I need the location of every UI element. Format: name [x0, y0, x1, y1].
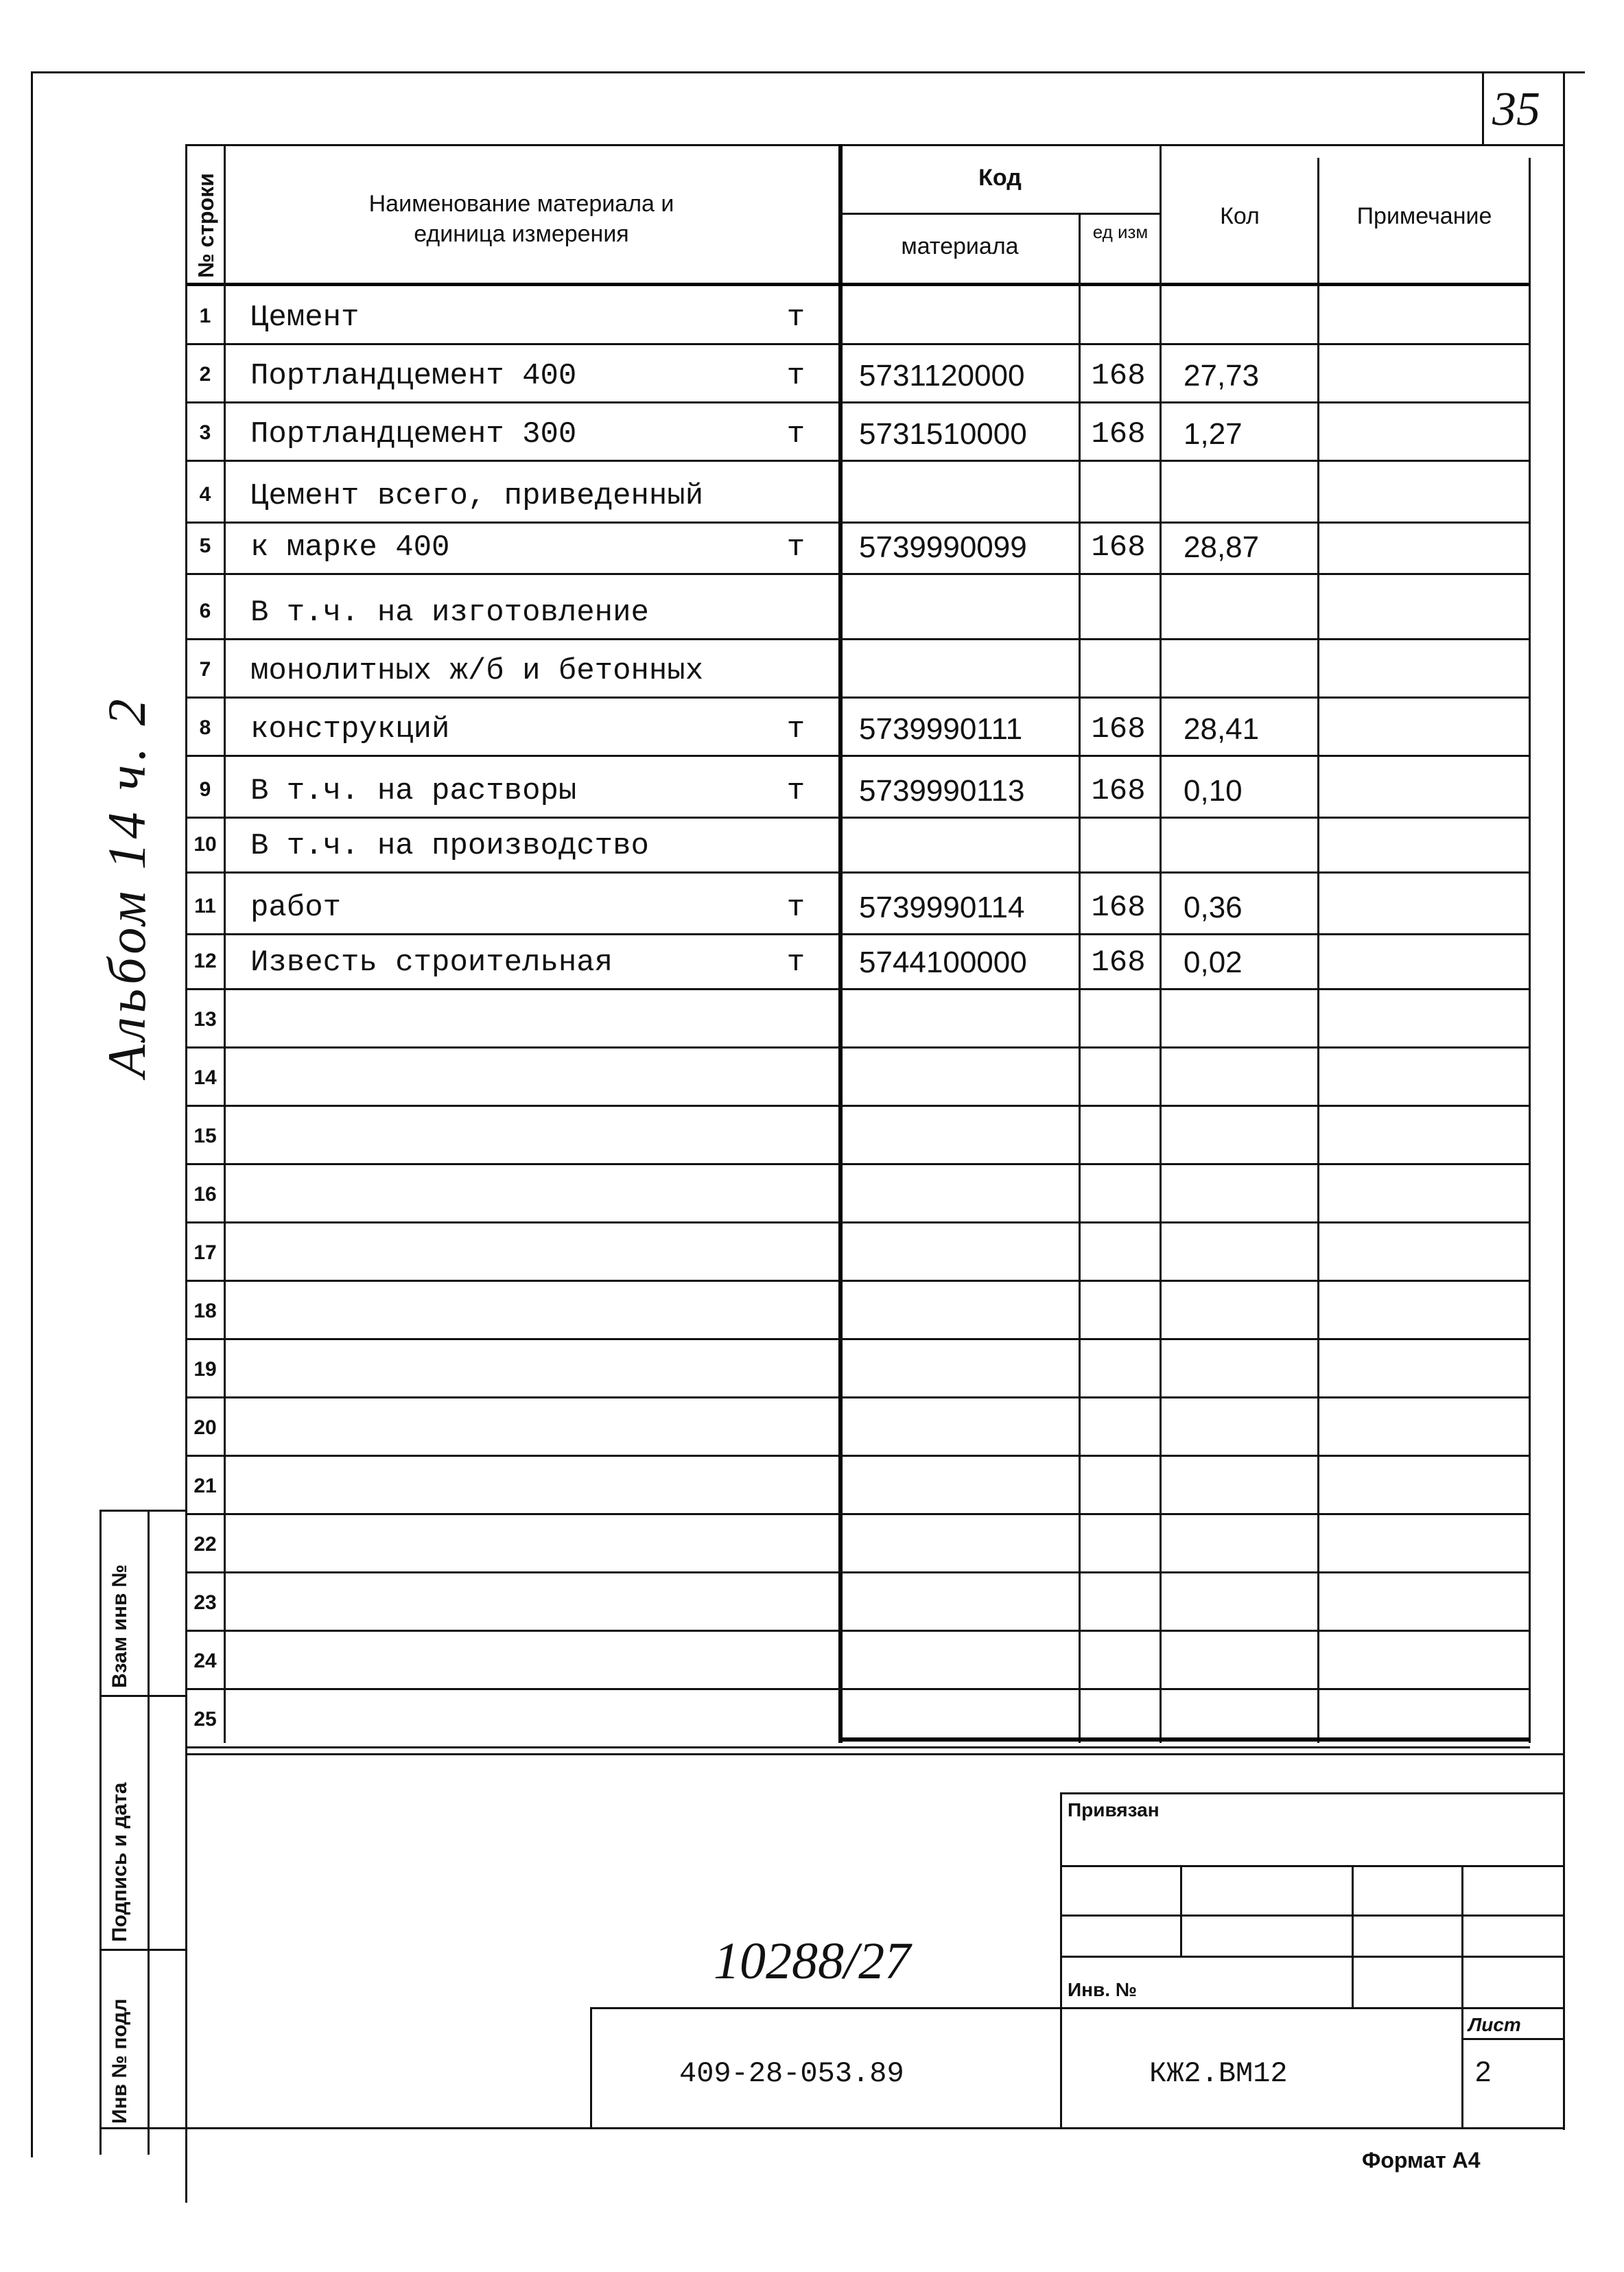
material-name: В т.ч. на растворы [250, 774, 577, 808]
material-name: Портландцемент 400 [250, 359, 577, 393]
row-divider [185, 1455, 1530, 1457]
stamp-row-2 [1060, 1914, 1564, 1917]
stamp-top [1060, 1792, 1564, 1794]
unit-code: 168 [1091, 774, 1146, 808]
stamp-v-1 [1180, 1865, 1182, 1958]
row-divider [185, 1105, 1530, 1107]
row-divider [185, 522, 1530, 524]
row-number: 24 [193, 1650, 217, 1672]
col-rownum-divider [224, 144, 226, 1743]
stamp-list-label: Лист [1468, 2014, 1521, 2035]
stamp-inv-no: Инв. № [1068, 1979, 1138, 2000]
row-number: 21 [193, 1475, 217, 1497]
row-divider [185, 1163, 1530, 1165]
material-name: монолитных ж/б и бетонных [250, 654, 704, 688]
row-number: 8 [199, 716, 211, 739]
row-number: 20 [193, 1416, 217, 1439]
unit-code: 168 [1091, 712, 1146, 747]
frame-right [1563, 71, 1565, 2130]
table-bottom [185, 1753, 1564, 1755]
row-divider [185, 817, 1530, 819]
material-code: 5739990111 [859, 712, 1023, 746]
row-number: 15 [193, 1125, 217, 1147]
row-divider [185, 1630, 1530, 1632]
row-divider [185, 1046, 1530, 1049]
row-divider [185, 871, 1530, 874]
unit-label: т [786, 359, 805, 393]
row-number: 11 [194, 895, 216, 917]
row-number: 18 [193, 1300, 217, 1322]
col-qty-left [1160, 144, 1162, 1743]
row-divider [185, 343, 1530, 345]
table-left [185, 144, 187, 2203]
quantity: 27,73 [1184, 359, 1260, 393]
row-number: 9 [199, 778, 211, 801]
margin-podpis-data: Подпись и дата [108, 1782, 131, 1942]
code-block-bottom [838, 1737, 1530, 1742]
header-code: Код [978, 165, 1022, 191]
quantity: 0,36 [1184, 891, 1243, 924]
margin-bottom [99, 2127, 1564, 2129]
row-divider [185, 638, 1530, 640]
sheet-number-box-left [1482, 71, 1484, 145]
margin-col-left [99, 1510, 102, 2155]
header-note: Примечание [1356, 203, 1492, 229]
row-number: 19 [193, 1358, 217, 1381]
row-number: 25 [193, 1708, 217, 1731]
row-divider [185, 1746, 1530, 1748]
quantity: 0,10 [1184, 774, 1243, 808]
quantity: 28,87 [1184, 530, 1260, 564]
header-qty: Кол [1220, 203, 1260, 229]
material-code: 5731510000 [859, 417, 1027, 451]
row-number: 17 [193, 1241, 217, 1264]
stamp-main-top [590, 2007, 1564, 2009]
header-name-line1: Наименование материала и [368, 191, 674, 217]
unit-label: т [786, 301, 805, 335]
row-divider [185, 460, 1530, 462]
row-divider [185, 988, 1530, 990]
unit-code: 168 [1091, 417, 1146, 452]
album-side-note: Альбом 14 ч. 2 [97, 694, 156, 1077]
col-code-left [838, 144, 843, 1743]
material-code: 5744100000 [859, 946, 1027, 979]
stamp-privyazan: Привязан [1068, 1799, 1160, 1820]
row-number: 3 [199, 421, 211, 444]
margin-inv-podl: Инв № подл [108, 1998, 131, 2124]
header-code-unit: ед изм [1092, 222, 1149, 242]
row-number: 6 [199, 600, 211, 622]
frame-left [31, 71, 33, 2157]
row-number: 10 [193, 833, 217, 856]
row-number: 7 [199, 658, 211, 681]
material-name: работ [250, 891, 342, 925]
unit-code: 168 [1091, 891, 1146, 925]
material-name: Цемент [250, 301, 360, 335]
margin-top [99, 1510, 187, 1512]
material-name: В т.ч. на изготовление [250, 596, 649, 630]
table-header-bottom [185, 283, 1530, 286]
row-number: 22 [193, 1533, 217, 1556]
unit-code: 168 [1091, 530, 1146, 565]
row-number: 13 [193, 1008, 217, 1031]
stamp-v-2 [1352, 1865, 1354, 2009]
unit-label: т [786, 417, 805, 452]
row-number: 5 [199, 535, 211, 557]
unit-code: 168 [1091, 946, 1146, 980]
material-name: Портландцемент 300 [250, 417, 577, 452]
material-name: к марке 400 [250, 530, 450, 565]
margin-line-2 [99, 1949, 187, 1951]
row-divider [185, 755, 1530, 757]
row-divider [185, 1688, 1530, 1690]
row-divider [185, 1571, 1530, 1573]
material-name: В т.ч. на производство [250, 829, 649, 863]
stamp-row-1 [1060, 1865, 1564, 1867]
margin-line-1 [99, 1695, 187, 1697]
material-name: конструкций [250, 712, 450, 747]
row-number: 14 [193, 1066, 217, 1089]
unit-label: т [786, 712, 805, 747]
margin-vzam-inv: Взам инв № [108, 1564, 131, 1688]
row-divider [185, 1221, 1530, 1223]
stamp-sheet-code: КЖ2.ВМ12 [1149, 2057, 1288, 2090]
stamp-main-left [590, 2007, 592, 2127]
unit-label: т [786, 891, 805, 925]
row-number: 16 [193, 1183, 217, 1206]
stamp-handwritten-number: 10288/27 [714, 1932, 911, 1990]
row-number: 12 [193, 950, 217, 972]
code-subheader-line [838, 213, 1161, 215]
row-divider [185, 573, 1530, 575]
row-divider [185, 1280, 1530, 1282]
material-code: 5739990113 [859, 774, 1025, 808]
row-number: 1 [199, 305, 211, 327]
row-number: 2 [199, 363, 211, 386]
unit-label: т [786, 774, 805, 808]
stamp-list-line [1461, 2038, 1564, 2040]
row-number: 4 [199, 483, 211, 506]
row-divider [185, 1396, 1530, 1398]
header-code-material: материала [901, 233, 1019, 259]
quantity: 1,27 [1184, 417, 1243, 451]
unit-label: т [786, 530, 805, 565]
material-code: 5731120000 [859, 359, 1025, 393]
quantity: 0,02 [1184, 946, 1243, 979]
unit-label: т [786, 946, 805, 980]
row-divider [185, 1338, 1530, 1340]
quantity: 28,41 [1184, 712, 1260, 746]
stamp-v-3 [1461, 1865, 1463, 2127]
material-name: Цемент всего, приведенный [250, 479, 704, 513]
row-number: 23 [193, 1591, 217, 1614]
row-divider [185, 933, 1530, 935]
header-row-no: № строки [193, 173, 218, 278]
col-note-right [1529, 158, 1531, 1743]
row-divider [185, 1513, 1530, 1515]
margin-col-mid [148, 1510, 150, 2155]
material-name: Известь строительная [250, 946, 613, 980]
sheet-number-handwritten: 35 [1492, 83, 1540, 136]
table-top [185, 144, 1530, 146]
format-label: Формат А4 [1362, 2148, 1481, 2173]
material-code: 5739990114 [859, 891, 1025, 924]
col-note-left [1317, 158, 1319, 1743]
stamp-doc-code: 409-28-053.89 [679, 2057, 904, 2090]
frame-top [31, 71, 1585, 73]
material-code: 5739990099 [859, 530, 1027, 564]
unit-code: 168 [1091, 359, 1146, 393]
stamp-list-value: 2 [1475, 2055, 1492, 2087]
header-name-line2: единица измерения [414, 221, 629, 247]
stamp-row-3 [1060, 1956, 1564, 1958]
row-divider [185, 696, 1530, 699]
row-divider [185, 401, 1530, 403]
stamp-left [1060, 1792, 1062, 2129]
